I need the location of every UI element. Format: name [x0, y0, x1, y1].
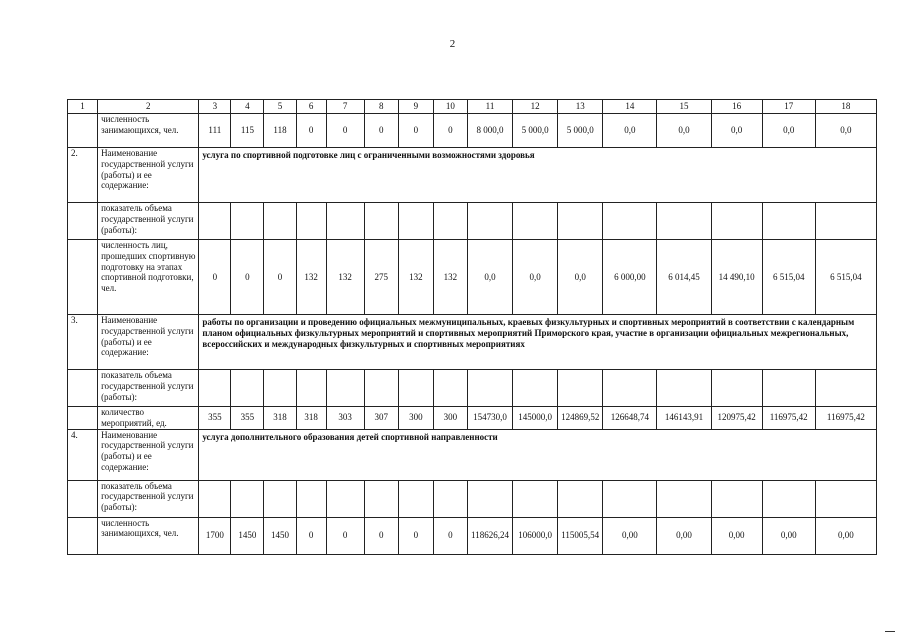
- header-cell: 3: [199, 100, 231, 114]
- value-cell: 0: [199, 240, 231, 315]
- header-cell: 1: [68, 100, 98, 114]
- section-label: Наименование государственной услуги (работы) и ее содержание:: [98, 148, 199, 203]
- empty-cell: [711, 480, 762, 517]
- value-cell: 0: [231, 240, 264, 315]
- empty-cell: [433, 203, 467, 240]
- value-cell: 355: [231, 407, 264, 430]
- value-row: [68, 517, 877, 554]
- empty-cell: [231, 203, 264, 240]
- value-cell: 111: [199, 114, 231, 148]
- empty-cell: [364, 370, 398, 407]
- indicator-row: [68, 480, 877, 517]
- value-cell: 0: [296, 517, 326, 554]
- value-cell: 0: [296, 114, 326, 148]
- value-cell: 0,0: [558, 240, 603, 315]
- header-cell: 7: [326, 100, 364, 114]
- header-cell: 11: [467, 100, 512, 114]
- empty-cell: [264, 203, 296, 240]
- empty-cell: [762, 480, 815, 517]
- value-cell: 0,00: [603, 517, 657, 554]
- empty-cell: [231, 480, 264, 517]
- section-number-cell: [68, 370, 98, 407]
- empty-cell: [364, 480, 398, 517]
- empty-cell: [296, 370, 326, 407]
- value-cell: 0: [398, 517, 433, 554]
- value-cell: 124869,52: [558, 407, 603, 430]
- indicator-label: численность занимающихся, чел.: [98, 517, 199, 554]
- value-cell: 6 000,00: [603, 240, 657, 315]
- header-cell: 16: [711, 100, 762, 114]
- value-cell: 0: [364, 114, 398, 148]
- value-cell: 145000,0: [513, 407, 558, 430]
- empty-cell: [433, 480, 467, 517]
- value-cell: 1700: [199, 517, 231, 554]
- empty-cell: [326, 480, 364, 517]
- indicator-label: показатель объема государственной услуги (работы):: [98, 203, 199, 240]
- value-cell: 0,00: [815, 517, 876, 554]
- indicator-label: численность занимающихся, чел.: [98, 114, 199, 148]
- value-row: [68, 114, 877, 148]
- value-cell: 5 000,0: [558, 114, 603, 148]
- empty-cell: [433, 370, 467, 407]
- section-label: Наименование государственной услуги (работы) и ее содержание:: [98, 429, 199, 480]
- empty-cell: [199, 480, 231, 517]
- empty-cell: [657, 480, 711, 517]
- header-cell: 17: [762, 100, 815, 114]
- header-cell: 9: [398, 100, 433, 114]
- empty-cell: [398, 370, 433, 407]
- header-cell: 2: [98, 100, 199, 114]
- value-cell: 120975,42: [711, 407, 762, 430]
- value-cell: 132: [326, 240, 364, 315]
- value-cell: 118626,24: [467, 517, 512, 554]
- data-table: [67, 99, 877, 555]
- empty-cell: [815, 480, 876, 517]
- value-cell: 1450: [231, 517, 264, 554]
- header-cell: 8: [364, 100, 398, 114]
- header-cell: 5: [264, 100, 296, 114]
- empty-cell: [815, 203, 876, 240]
- indicator-label: количество мероприятий, ед.: [98, 407, 199, 430]
- empty-cell: [199, 370, 231, 407]
- section-number-cell: [68, 407, 98, 430]
- empty-cell: [711, 203, 762, 240]
- value-cell: 1450: [264, 517, 296, 554]
- section-number-cell: [68, 480, 98, 517]
- header-cell: 6: [296, 100, 326, 114]
- section-number-cell: [68, 114, 98, 148]
- value-cell: 6 515,04: [815, 240, 876, 315]
- section-number: 3.: [68, 315, 98, 370]
- value-cell: 300: [433, 407, 467, 430]
- corner-mark: [885, 631, 895, 632]
- value-cell: 0,0: [657, 114, 711, 148]
- value-cell: 115005,54: [558, 517, 603, 554]
- indicator-label: показатель объема государственной услуги (работы):: [98, 480, 199, 517]
- value-cell: 0: [264, 240, 296, 315]
- value-cell: 318: [296, 407, 326, 430]
- page-number: 2: [449, 38, 456, 50]
- empty-cell: [513, 370, 558, 407]
- value-cell: 132: [296, 240, 326, 315]
- value-cell: 275: [364, 240, 398, 315]
- value-row: [68, 407, 877, 430]
- empty-cell: [657, 370, 711, 407]
- empty-cell: [264, 370, 296, 407]
- value-cell: 106000,0: [513, 517, 558, 554]
- value-cell: 115: [231, 114, 264, 148]
- header-cell: 14: [603, 100, 657, 114]
- empty-cell: [467, 370, 512, 407]
- service-description: работы по организации и проведению официальных межмуниципальных, краевых физкультурных и спортивных мероприятий в соответствии с календарным планом официальных физкультурных мероприятий и спортивных мероприятий Приморского края, участие в организации официальных межрегиональных, всероссийских и международных физкультурных и спортивных мероприятиях: [199, 315, 877, 370]
- value-cell: 0: [326, 114, 364, 148]
- service-description: услуга по спортивной подготовке лиц с ограниченными возможностями здоровья: [199, 148, 877, 203]
- value-row: [68, 240, 877, 315]
- value-cell: 0,0: [815, 114, 876, 148]
- header-cell: 12: [513, 100, 558, 114]
- empty-cell: [467, 480, 512, 517]
- value-cell: 0: [326, 517, 364, 554]
- empty-cell: [199, 203, 231, 240]
- empty-cell: [558, 203, 603, 240]
- service-description: услуга дополнительного образования детей спортивной направленности: [199, 429, 877, 480]
- section-number-cell: [68, 240, 98, 315]
- empty-cell: [711, 370, 762, 407]
- empty-cell: [398, 480, 433, 517]
- empty-cell: [657, 203, 711, 240]
- empty-cell: [296, 480, 326, 517]
- empty-cell: [513, 480, 558, 517]
- value-cell: 132: [398, 240, 433, 315]
- empty-cell: [364, 203, 398, 240]
- value-cell: 146143,91: [657, 407, 711, 430]
- header-cell: 4: [231, 100, 264, 114]
- empty-cell: [264, 480, 296, 517]
- value-cell: 0,00: [657, 517, 711, 554]
- value-cell: 5 000,0: [513, 114, 558, 148]
- section-number-cell: [68, 203, 98, 240]
- value-cell: 0: [433, 114, 467, 148]
- value-cell: 132: [433, 240, 467, 315]
- value-cell: 116975,42: [815, 407, 876, 430]
- empty-cell: [762, 203, 815, 240]
- header-cell: 10: [433, 100, 467, 114]
- value-cell: 126648,74: [603, 407, 657, 430]
- value-cell: 307: [364, 407, 398, 430]
- value-cell: 318: [264, 407, 296, 430]
- section-label: Наименование государственной услуги (работы) и ее содержание:: [98, 315, 199, 370]
- empty-cell: [326, 370, 364, 407]
- empty-cell: [296, 203, 326, 240]
- empty-cell: [762, 370, 815, 407]
- value-cell: 355: [199, 407, 231, 430]
- header-cell: 15: [657, 100, 711, 114]
- value-cell: 300: [398, 407, 433, 430]
- value-cell: 0: [433, 517, 467, 554]
- value-cell: 0,0: [762, 114, 815, 148]
- value-cell: 0,0: [603, 114, 657, 148]
- empty-cell: [467, 203, 512, 240]
- value-cell: 0,00: [762, 517, 815, 554]
- value-cell: 0: [398, 114, 433, 148]
- empty-cell: [513, 203, 558, 240]
- section-number: 4.: [68, 429, 98, 480]
- value-cell: 0,00: [711, 517, 762, 554]
- empty-cell: [398, 203, 433, 240]
- value-cell: 6 515,04: [762, 240, 815, 315]
- value-cell: 0: [364, 517, 398, 554]
- value-cell: 0,0: [467, 240, 512, 315]
- section-number-cell: [68, 517, 98, 554]
- header-cell: 13: [558, 100, 603, 114]
- section-row: [68, 315, 877, 370]
- empty-cell: [558, 480, 603, 517]
- value-cell: 0,0: [711, 114, 762, 148]
- indicator-row: [68, 203, 877, 240]
- value-cell: 116975,42: [762, 407, 815, 430]
- header-cell: 18: [815, 100, 876, 114]
- value-cell: 118: [264, 114, 296, 148]
- section-number: 2.: [68, 148, 98, 203]
- value-cell: 0,0: [513, 240, 558, 315]
- empty-cell: [603, 370, 657, 407]
- empty-cell: [231, 370, 264, 407]
- value-cell: 14 490,10: [711, 240, 762, 315]
- empty-cell: [558, 370, 603, 407]
- empty-cell: [603, 480, 657, 517]
- indicator-label: численность лиц, прошедших спортивную подготовку на этапах спортивной подготовки, чел.: [98, 240, 199, 315]
- header-row: [68, 100, 877, 114]
- section-row: [68, 148, 877, 203]
- value-cell: 303: [326, 407, 364, 430]
- empty-cell: [603, 203, 657, 240]
- indicator-row: [68, 370, 877, 407]
- empty-cell: [815, 370, 876, 407]
- value-cell: 154730,0: [467, 407, 512, 430]
- section-row: [68, 429, 877, 480]
- indicator-label: показатель объема государственной услуги (работы):: [98, 370, 199, 407]
- empty-cell: [326, 203, 364, 240]
- value-cell: 8 000,0: [467, 114, 512, 148]
- value-cell: 6 014,45: [657, 240, 711, 315]
